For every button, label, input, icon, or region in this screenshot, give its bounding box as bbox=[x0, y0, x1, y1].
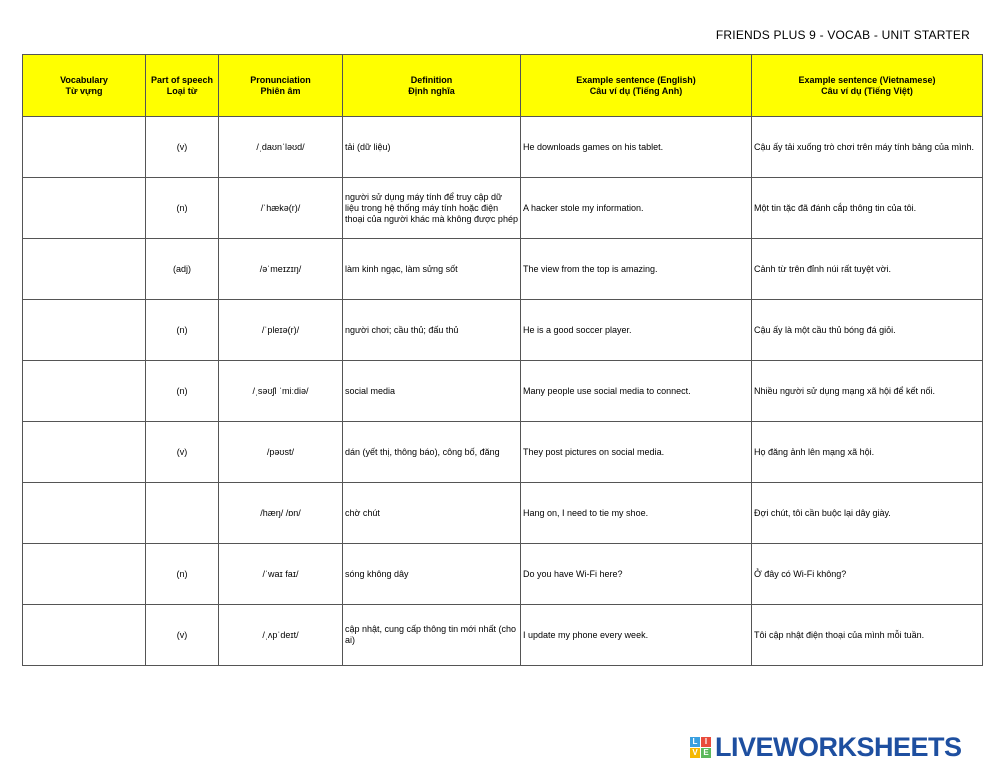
cell-definition: dán (yết thị, thông báo), công bố, đăng bbox=[343, 422, 521, 483]
cell-vocabulary[interactable] bbox=[23, 605, 146, 666]
cell-example-english: They post pictures on social media. bbox=[521, 422, 752, 483]
cell-definition: sóng không dây bbox=[343, 544, 521, 605]
cell-vocabulary[interactable] bbox=[23, 544, 146, 605]
vocab-table bbox=[22, 54, 983, 666]
vocab-table-body bbox=[23, 117, 983, 666]
cell-pronunciation: /hæŋ/ /ɒn/ bbox=[219, 483, 343, 544]
cell-definition: làm kinh ngạc, làm sửng sốt bbox=[343, 239, 521, 300]
column-header-definition: Definition Định nghĩa bbox=[343, 55, 521, 117]
column-header-vocabulary: Vocabulary Từ vựng bbox=[23, 55, 146, 117]
column-header-pronunciation: Pronunciation Phiên âm bbox=[219, 55, 343, 117]
cell-pronunciation: /ˈhækə(r)/ bbox=[219, 178, 343, 239]
cell-part-of-speech: (n) bbox=[146, 361, 219, 422]
logo-tile: E bbox=[701, 748, 711, 758]
table-row bbox=[23, 361, 983, 422]
cell-example-vietnamese: Cảnh từ trên đỉnh núi rất tuyệt vời. bbox=[752, 239, 983, 300]
liveworksheets-logo bbox=[690, 731, 962, 763]
cell-example-vietnamese: Nhiều người sử dụng mạng xã hội để kết nối. bbox=[752, 361, 983, 422]
cell-vocabulary[interactable] bbox=[23, 361, 146, 422]
cell-vocabulary[interactable] bbox=[23, 300, 146, 361]
cell-part-of-speech: (v) bbox=[146, 422, 219, 483]
cell-vocabulary[interactable] bbox=[23, 178, 146, 239]
cell-pronunciation: /ˌsəʊʃl ˈmiːdiə/ bbox=[219, 361, 343, 422]
cell-pronunciation: /əˈmeɪzɪŋ/ bbox=[219, 239, 343, 300]
cell-part-of-speech: (v) bbox=[146, 117, 219, 178]
cell-example-vietnamese: Cậu ấy là một cầu thủ bóng đá giỏi. bbox=[752, 300, 983, 361]
cell-example-english: Do you have Wi-Fi here? bbox=[521, 544, 752, 605]
cell-definition: người chơi; cầu thủ; đấu thủ bbox=[343, 300, 521, 361]
table-row bbox=[23, 422, 983, 483]
liveworksheets-wordmark: LIVEWORKSHEETS bbox=[715, 731, 962, 762]
cell-part-of-speech: (v) bbox=[146, 605, 219, 666]
table-row bbox=[23, 544, 983, 605]
cell-example-vietnamese: Một tin tặc đã đánh cắp thông tin của tôi. bbox=[752, 178, 983, 239]
column-header-example-english: Example sentence (English) Câu ví dụ (Tiếng Anh) bbox=[521, 55, 752, 117]
table-row bbox=[23, 300, 983, 361]
table-row bbox=[23, 605, 983, 666]
cell-vocabulary[interactable] bbox=[23, 239, 146, 300]
page-title: FRIENDS PLUS 9 - VOCAB - UNIT STARTER bbox=[715, 28, 970, 42]
cell-pronunciation: /ˌʌpˈdeɪt/ bbox=[219, 605, 343, 666]
cell-example-english: He downloads games on his tablet. bbox=[521, 117, 752, 178]
cell-definition: chờ chút bbox=[343, 483, 521, 544]
cell-definition: social media bbox=[343, 361, 521, 422]
cell-example-vietnamese: Cậu ấy tải xuống trò chơi trên máy tính bảng của mình. bbox=[752, 117, 983, 178]
cell-vocabulary[interactable] bbox=[23, 422, 146, 483]
cell-pronunciation: /ˈwaɪ faɪ/ bbox=[219, 544, 343, 605]
cell-vocabulary[interactable] bbox=[23, 483, 146, 544]
column-header-part-of-speech: Part of speech Loại từ bbox=[146, 55, 219, 117]
cell-definition: người sử dụng máy tính để truy cập dữ liệu trong hệ thống máy tính hoặc điện thoại của người khác mà không được phép bbox=[343, 178, 521, 239]
cell-part-of-speech bbox=[146, 483, 219, 544]
cell-part-of-speech: (n) bbox=[146, 544, 219, 605]
table-header-row bbox=[23, 55, 983, 117]
cell-example-vietnamese: Tôi cập nhật điện thoại của mình mỗi tuần. bbox=[752, 605, 983, 666]
logo-tile: V bbox=[690, 748, 700, 758]
cell-pronunciation: /ˌdaʊnˈləʊd/ bbox=[219, 117, 343, 178]
cell-example-vietnamese: Đợi chút, tôi cần buộc lại dây giày. bbox=[752, 483, 983, 544]
table-row bbox=[23, 239, 983, 300]
cell-example-english: Many people use social media to connect. bbox=[521, 361, 752, 422]
cell-part-of-speech: (n) bbox=[146, 178, 219, 239]
cell-pronunciation: /pəʊst/ bbox=[219, 422, 343, 483]
column-header-example-vietnamese: Example sentence (Vietnamese) Câu ví dụ (Tiếng Việt) bbox=[752, 55, 983, 117]
cell-definition: tải (dữ liệu) bbox=[343, 117, 521, 178]
logo-tile: I bbox=[701, 737, 711, 747]
cell-pronunciation: /ˈpleɪə(r)/ bbox=[219, 300, 343, 361]
cell-part-of-speech: (adj) bbox=[146, 239, 219, 300]
table-row bbox=[23, 178, 983, 239]
cell-example-vietnamese: Ở đây có Wi-Fi không? bbox=[752, 544, 983, 605]
cell-vocabulary[interactable] bbox=[23, 117, 146, 178]
cell-example-english: I update my phone every week. bbox=[521, 605, 752, 666]
cell-example-english: He is a good soccer player. bbox=[521, 300, 752, 361]
cell-example-english: A hacker stole my information. bbox=[521, 178, 752, 239]
liveworksheets-logo-icon bbox=[690, 737, 711, 758]
cell-definition: cập nhật, cung cấp thông tin mới nhất (cho ai) bbox=[343, 605, 521, 666]
cell-example-english: Hang on, I need to tie my shoe. bbox=[521, 483, 752, 544]
logo-tile: L bbox=[690, 737, 700, 747]
cell-example-vietnamese: Họ đăng ảnh lên mạng xã hội. bbox=[752, 422, 983, 483]
cell-part-of-speech: (n) bbox=[146, 300, 219, 361]
table-row bbox=[23, 483, 983, 544]
table-row bbox=[23, 117, 983, 178]
cell-example-english: The view from the top is amazing. bbox=[521, 239, 752, 300]
